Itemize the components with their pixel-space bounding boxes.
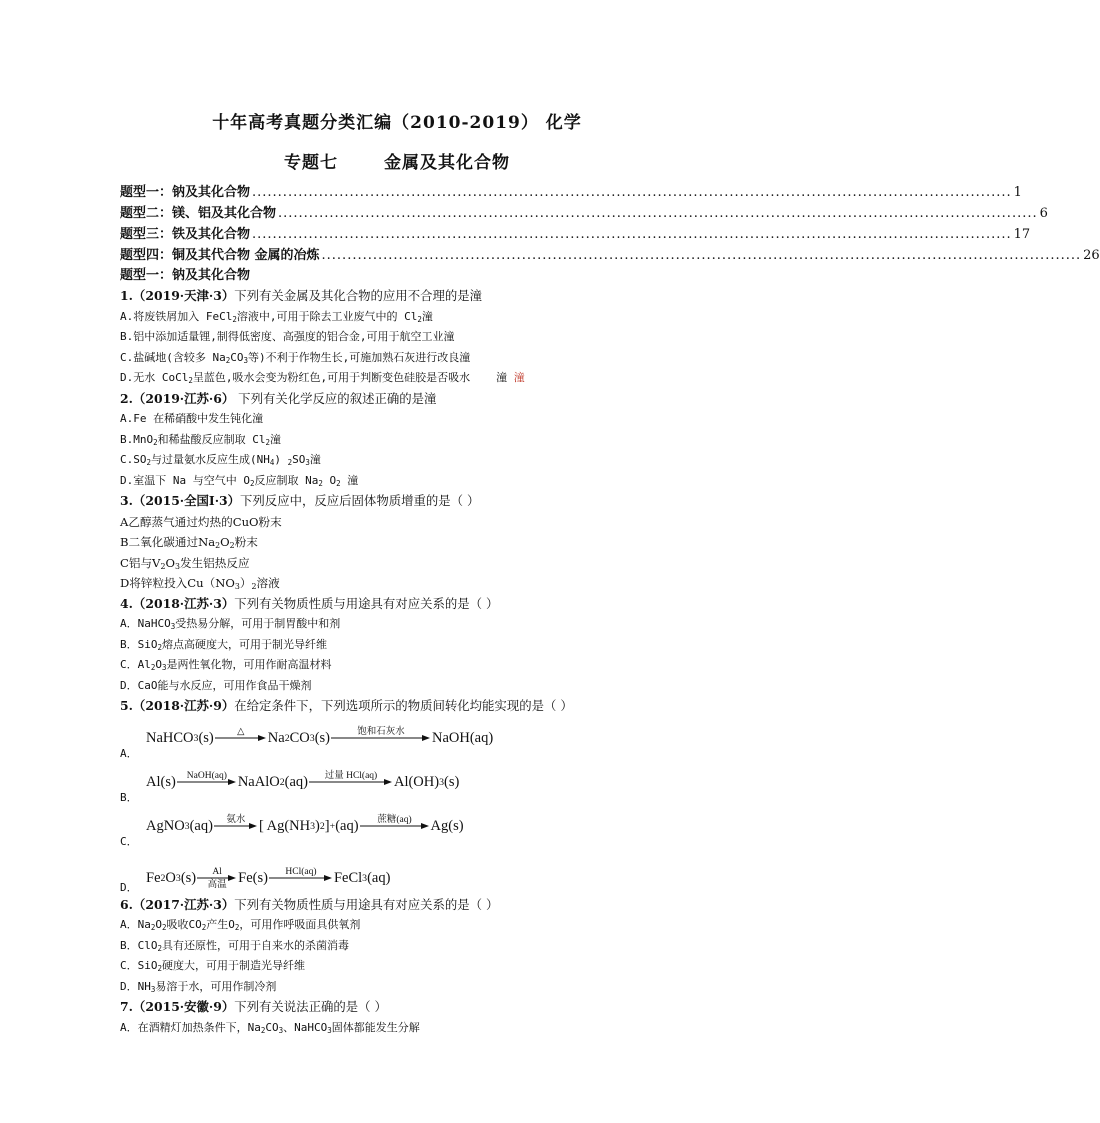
question-6-option-b: B．ClO$_2$具有还原性，可用于自来水的杀菌消毒 [120,938,349,953]
question-3-option-c: C铝与$V_2O_3$发生铝热反应 [120,555,250,571]
question-3-stem: 3.（2015·全国Ⅰ·3）下列反应中，反应后固体物质增重的是（ ） [120,493,480,508]
reaction-arrow: HCl(aq) [269,867,333,891]
question-2-option-c: $C.SO_2$与过量氨水反应生成$(NH_4)$ $_2SO_3$潼 [120,453,321,467]
question-7-option-a: A．在酒精灯加热条件下，$Na_2CO_3$、NaHCO$_3$固体都能发生分解 [120,1020,420,1035]
red-mark: 潼 [513,371,525,384]
reaction-arrow: NaOH(aq) [177,771,237,795]
toc-item[interactable]: 题型四：铜及其代合物 金属的冶炼 .................................................................................................................................................... 26 [120,248,1100,263]
reaction-arrow: 蔗糖(aq) [360,815,430,839]
toc-leader: .................................................................................................................................................... [278,206,1038,221]
reaction-arrow: △ [215,727,267,751]
toc-leader: .................................................................................................................................................... [252,185,1012,200]
question-1-option-a: A.将废铁屑加入 FeCl$_2$溶液中,可用于除去工业废气中的 $Cl_2$潼 [120,309,433,324]
question-7-stem: 7.（2015·安徽·9）下列有关说法正确的是（ ） [120,999,387,1014]
table-of-contents [120,181,1100,265]
question-5-option-c: C． AgNO 3 (aq) 氨水 [ Ag(NH 3 ) 2 ] + (aq) 蔗糖(aq) Ag(s) [120,814,464,848]
reaction-arrow: Al 高温 [197,867,237,891]
question-4-option-b: B．SiO$_2$熔点高硬度大，可用于制光导纤维 [120,637,327,652]
question-1-option-d: D.无水 CoCl$_2$呈蓝色,吸水会变为粉红色,可用于判断变色硅胶是否吸水 潼 潼 [120,371,525,385]
question-2-option-b: B.MnO$_2$和稀盐酸反应制取 $Cl_2$潼 [120,432,281,447]
question-3-option-d: D将锌粒投入$Cu(NO_3)_2$溶液 [120,576,280,591]
question-2-option-a: A.Fe 在稀硝酸中发生钝化潼 [120,412,264,425]
chapter-name: 金属及其化合物 [384,153,510,173]
question-5-stem: 5.（2018·江苏·9）在给定条件下，下列选项所示的物质间转化均能实现的是（ ） [120,698,573,713]
question-2-stem: 2.（2019·江苏·6） 下列有关化学反应的叙述正确的是潼 [120,390,437,406]
chapter-number: 专题七 [284,153,338,173]
document-title: 十年高考真题分类汇编（2010-2019） 化学 [212,113,582,133]
question-6-option-d: D．$NH_3$易溶于水，可用作制冷剂 [120,979,277,994]
question-4-option-a: A．NaHCO$_3$受热易分解，可用于制胃酸中和剂 [120,617,341,631]
question-1-option-c: C.盐碱地(含较多 $Na_2CO_3$等)不利于作物生长,可施加熟石灰进行改良潼 [120,350,471,365]
reaction-arrow: 氨水 [214,815,258,839]
question-6-option-a: A．$Na_2O_2$吸收$CO_2$产生$O_2$，可用作呼吸面具供氧剂 [120,918,361,932]
question-1-stem: 1.（2019·天津·3）下列有关金属及其化合物的应用不合理的是潼 [120,288,483,303]
toc-item[interactable]: 题型三：铁及其化合物 .................................................................................................................................................... 17 [120,227,1031,242]
question-6-option-c: C．SiO$_2$硬度大，可用于制造光导纤维 [120,959,305,973]
question-6-stem: 6.（2017·江苏·3）下列有关物质性质与用途具有对应关系的是（ ） [120,896,499,912]
toc-item[interactable]: 题型二：镁、铝及其化合物 .................................................................................................................................................... 6 [120,206,1048,221]
question-3-option-b: B二氧化碳通过$Na_2O_2$粉末 [120,535,258,550]
question-4-stem: 4.（2018·江苏·3）下列有关物质性质与用途具有对应关系的是（ ） [120,595,499,611]
question-3-option-a: A乙醇蒸气通过灼热的CuO粉末 [120,514,282,529]
reaction-arrow: 饱和石灰水 [331,727,431,751]
question-5-option-b: B． Al(s) NaOH(aq) NaAlO 2 (aq) 过量 HCl(aq) Al(OH) 3 (s) [120,770,460,804]
question-5-option-d: D． Fe 2 O 3 (s) Al 高温 Fe(s) HCl(aq) FeCl 3 (aq) [120,866,391,894]
question-2-option-d: D.室温下 Na 与空气中 $O_2$反应制取 $Na_2$ $O_2$ 潼 [120,473,359,488]
toc-leader: .................................................................................................................................................... [321,248,1082,263]
question-4-option-c: C．$Al_2O_3$是两性氧化物，可用作耐高温材料 [120,658,332,672]
question-5-option-a: A． NaHCO 3 (s) △ Na 2 CO 3 (s) 饱和石灰水 NaOH(aq) [120,726,494,760]
question-4-option-d: D．CaO能与水反应，可用作食品干燥剂 [120,678,312,692]
document-body [120,181,1100,1038]
question-1-option-b: B.铝中添加适量锂,制得低密度、高强度的铝合金,可用于航空工业潼 [120,330,455,343]
toc-leader: .................................................................................................................................................... [252,227,1012,242]
toc-item[interactable]: 题型一：钠及其化合物 .................................................................................................................................................... 1 [120,185,1022,200]
reaction-arrow: 过量 HCl(aq) [309,771,393,795]
section-heading: 题型一：钠及其化合物 [120,268,251,283]
chapter-title [0,148,794,173]
